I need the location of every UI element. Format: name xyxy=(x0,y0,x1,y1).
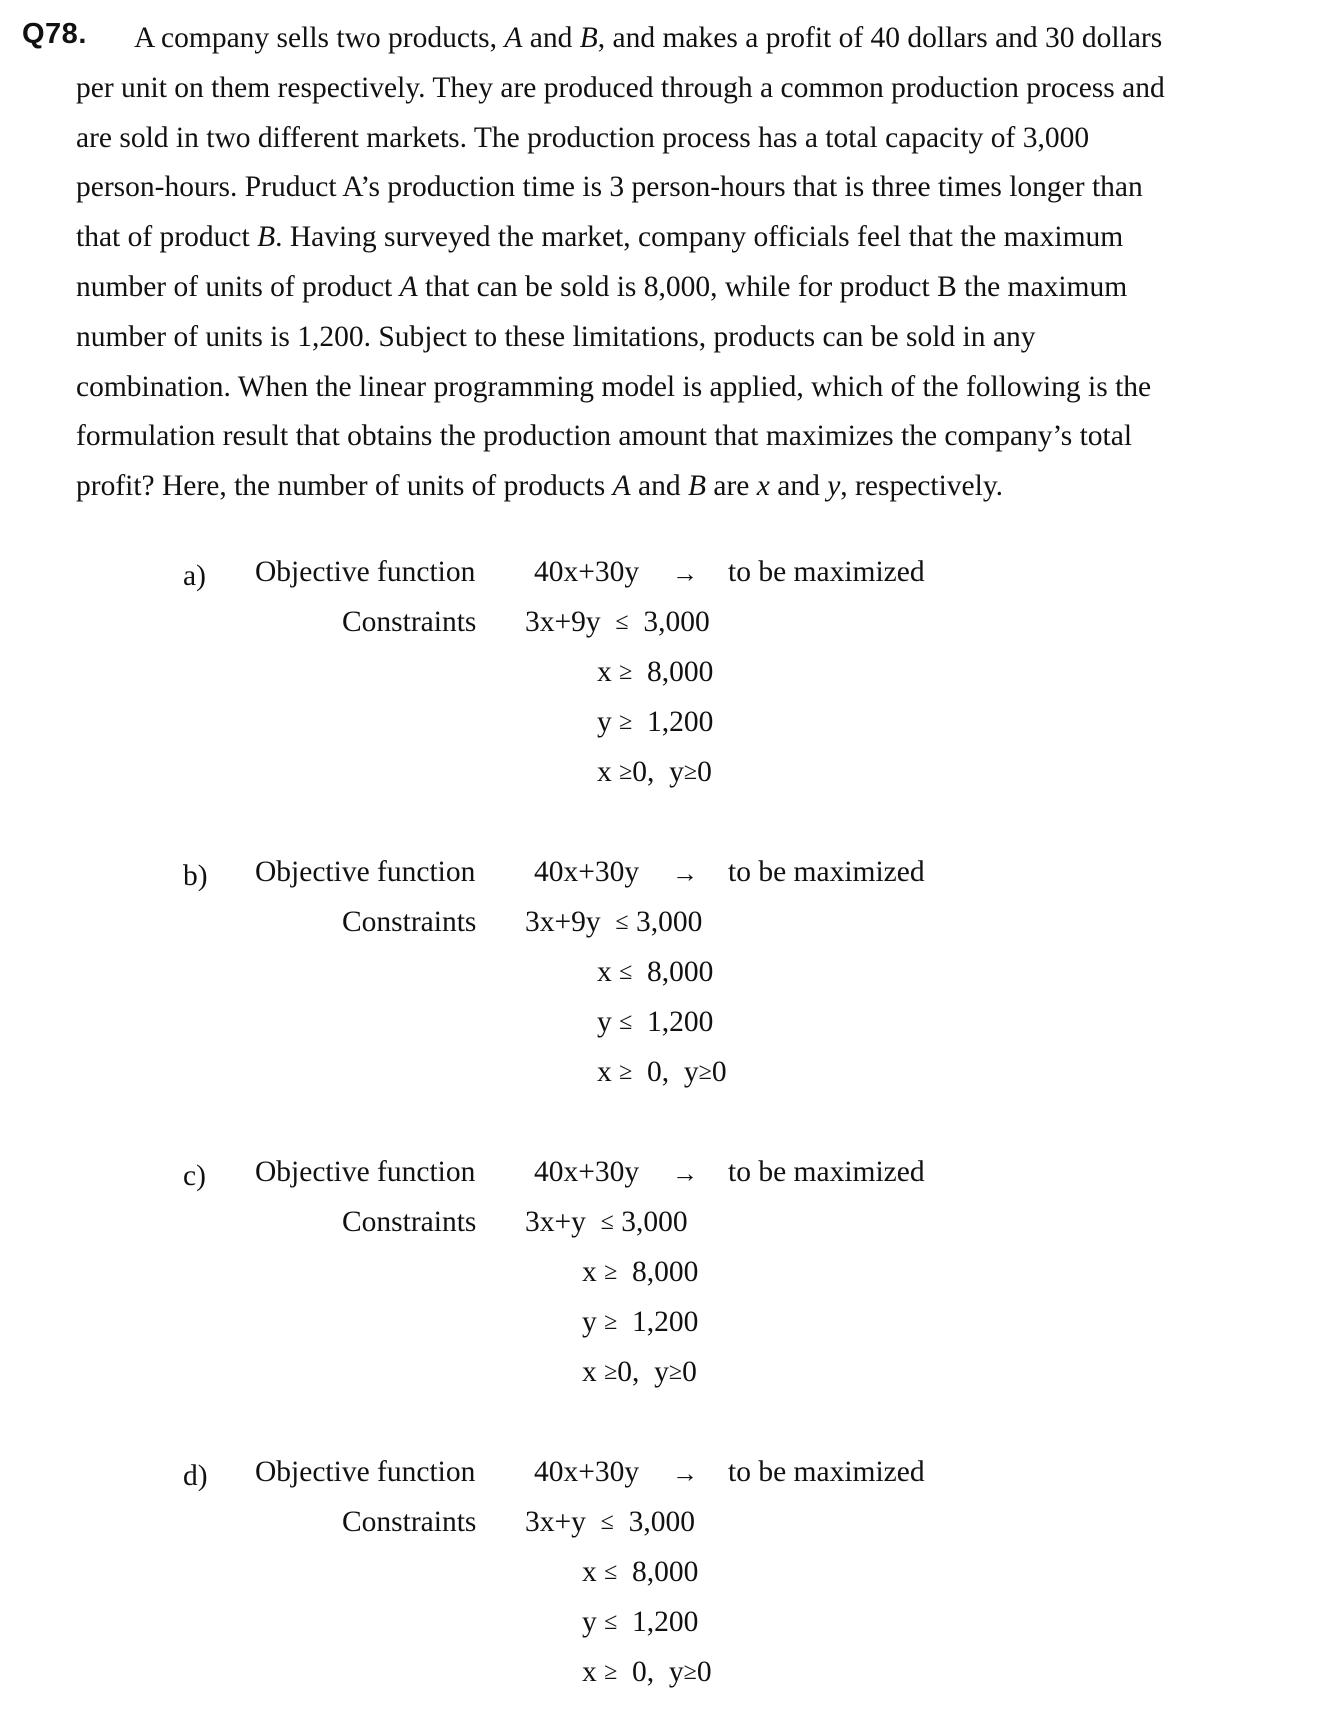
text-run: are sold in two different markets. The production process has a total capacity of 3,000 xyxy=(76,121,1090,154)
question-stem xyxy=(76,14,1316,512)
text-run: number of units of product xyxy=(76,270,400,303)
greater-equal-icon: ≥ xyxy=(604,1659,618,1685)
constraint-row: 3x+9y ≤ 3,000 xyxy=(525,602,710,644)
question-line xyxy=(76,412,1316,462)
question-line xyxy=(76,163,1316,213)
objective-expression: 40x+30y xyxy=(534,1156,640,1188)
constraint-row: x ≥0, y≥0 xyxy=(582,1352,697,1394)
question-line xyxy=(76,363,1316,413)
constraint-row: x ≤ 8,000 xyxy=(597,952,713,994)
arrow-right-icon: → xyxy=(672,859,698,888)
greater-equal-icon: ≥ xyxy=(604,1359,618,1385)
greater-equal-icon: ≥ xyxy=(698,1059,712,1085)
less-equal-icon: ≤ xyxy=(615,609,629,635)
product-a-italic: A xyxy=(399,270,418,303)
objective-goal: to be maximized xyxy=(728,856,925,888)
text-run: that of product xyxy=(76,221,258,254)
constraint-row: y ≥ 1,200 xyxy=(597,702,713,744)
question-line xyxy=(76,263,1316,313)
objective-goal: to be maximized xyxy=(728,556,925,588)
objective-label: Objective function xyxy=(255,1156,476,1188)
question-line xyxy=(76,114,1316,164)
question-line xyxy=(76,14,1316,64)
constraints-label: Constraints xyxy=(342,1206,477,1238)
product-b-italic: B xyxy=(687,470,706,503)
product-a-italic: A xyxy=(612,470,631,503)
less-equal-icon: ≤ xyxy=(615,909,629,935)
question-number: Q78. xyxy=(22,18,87,50)
answer-option-c[interactable] xyxy=(0,1156,1328,1416)
objective-expression: 40x+30y xyxy=(534,856,640,888)
constraint-row: y ≤ 1,200 xyxy=(582,1602,698,1644)
greater-equal-icon: ≥ xyxy=(619,759,633,785)
option-label: c) xyxy=(183,1160,206,1192)
text-run: and xyxy=(769,470,828,503)
text-run: formulation result that obtains the production amount that maximizes the company’s total xyxy=(76,420,1133,453)
less-equal-icon: ≤ xyxy=(604,1609,618,1635)
less-equal-icon: ≤ xyxy=(600,1509,614,1535)
constraint-row: x ≥ 0, y≥0 xyxy=(582,1652,712,1694)
option-label: d) xyxy=(183,1460,208,1492)
text-run: and xyxy=(630,470,688,503)
text-run: that can be sold is 8,000, while for product B the maximum xyxy=(417,270,1128,303)
text-run: person-hours. Pruduct A’s production time is 3 person-hours that is three times longer than xyxy=(76,171,1143,204)
less-equal-icon: ≤ xyxy=(619,959,633,985)
greater-equal-icon: ≥ xyxy=(619,659,633,685)
product-b-italic: B xyxy=(579,22,598,54)
product-b-italic: B xyxy=(257,221,276,254)
variable-y-italic: y xyxy=(827,470,841,503)
answer-option-a[interactable] xyxy=(0,556,1328,816)
constraints-label: Constraints xyxy=(342,1506,477,1538)
text-run: A company sells two products, xyxy=(134,22,505,54)
question-line xyxy=(76,462,1316,512)
constraint-row: x ≤ 8,000 xyxy=(582,1552,698,1594)
question-line xyxy=(76,64,1316,114)
product-a-italic: A xyxy=(504,22,523,54)
arrow-right-icon: → xyxy=(672,559,698,588)
greater-equal-icon: ≥ xyxy=(604,1259,618,1285)
constraint-row: y ≤ 1,200 xyxy=(597,1002,713,1044)
text-run: number of units is 1,200. Subject to these limitations, products can be sold in any xyxy=(76,320,1036,353)
objective-expression: 40x+30y xyxy=(534,556,640,588)
greater-equal-icon: ≥ xyxy=(668,1359,683,1385)
question-line xyxy=(76,213,1316,263)
less-equal-icon: ≤ xyxy=(619,1009,633,1035)
constraints-label: Constraints xyxy=(342,906,477,938)
constraint-row: 3x+9y ≤ 3,000 xyxy=(525,902,702,944)
constraints-label: Constraints xyxy=(342,606,477,638)
text-run: , and makes a profit of 40 dollars and 30 dollars xyxy=(597,22,1163,54)
text-run: are xyxy=(706,470,757,503)
arrow-right-icon: → xyxy=(672,1459,698,1488)
objective-label: Objective function xyxy=(255,1456,476,1488)
text-run: per unit on them respectively. They are produced through a common production process and xyxy=(76,71,1165,104)
greater-equal-icon: ≥ xyxy=(683,759,698,785)
less-equal-icon: ≤ xyxy=(604,1559,618,1585)
constraint-row: y ≥ 1,200 xyxy=(582,1302,698,1344)
greater-equal-icon: ≥ xyxy=(683,1659,697,1685)
constraint-row: x ≥ 8,000 xyxy=(582,1252,698,1294)
constraint-row: x ≥ 8,000 xyxy=(597,652,713,694)
objective-goal: to be maximized xyxy=(728,1156,925,1188)
option-label: b) xyxy=(183,860,208,892)
answer-option-b[interactable] xyxy=(0,856,1328,1116)
text-run: combination. When the linear programming model is applied, which of the following is the xyxy=(76,370,1152,403)
constraint-row: 3x+y ≤ 3,000 xyxy=(525,1202,688,1244)
constraint-row: 3x+y ≤ 3,000 xyxy=(525,1502,695,1544)
objective-label: Objective function xyxy=(255,856,476,888)
option-label: a) xyxy=(183,560,206,592)
text-run: profit? Here, the number of units of products xyxy=(76,470,613,503)
less-equal-icon: ≤ xyxy=(600,1209,614,1235)
constraint-row: x ≥ 0, y≥0 xyxy=(597,1052,727,1094)
question-line xyxy=(76,313,1316,363)
greater-equal-icon: ≥ xyxy=(619,709,633,735)
objective-goal: to be maximized xyxy=(728,1456,925,1488)
objective-label: Objective function xyxy=(255,556,476,588)
text-run: and xyxy=(522,22,580,54)
text-run: . Having surveyed the market, company officials feel that the maximum xyxy=(275,221,1124,254)
constraint-row: x ≥0, y≥0 xyxy=(597,752,712,794)
greater-equal-icon: ≥ xyxy=(619,1059,633,1085)
objective-expression: 40x+30y xyxy=(534,1456,640,1488)
answer-option-d[interactable] xyxy=(0,1456,1328,1716)
arrow-right-icon: → xyxy=(672,1159,698,1188)
variable-x-italic: x xyxy=(756,470,770,503)
greater-equal-icon: ≥ xyxy=(604,1309,618,1335)
text-run: , respectively. xyxy=(840,470,1004,503)
